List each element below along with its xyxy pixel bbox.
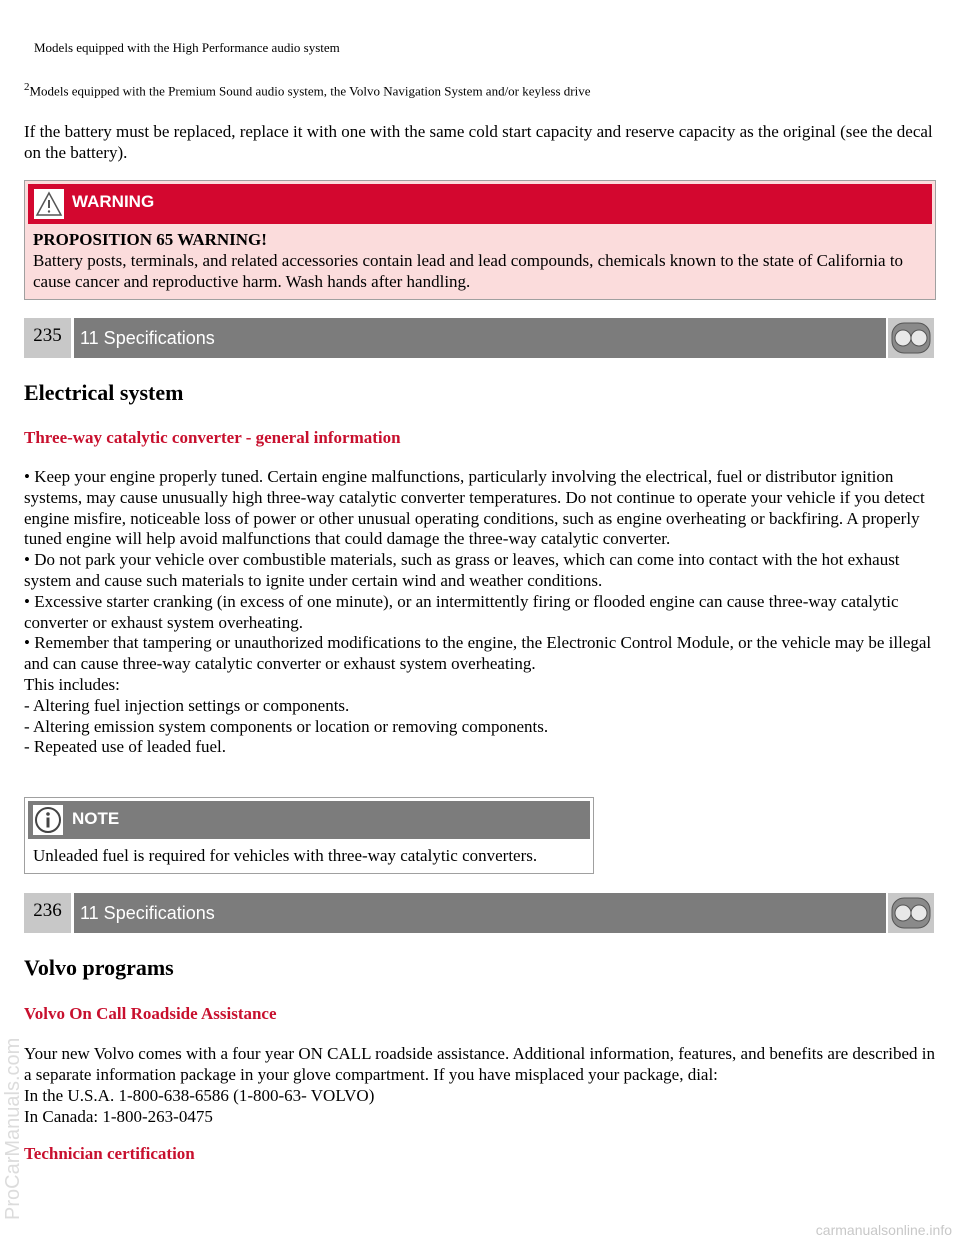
- spec-header-bar-236: [24, 893, 934, 933]
- note-text: Unleaded fuel is required for vehicles with three-way catalytic converters.: [33, 846, 538, 865]
- note-box: [24, 797, 594, 874]
- paragraph-line: In Canada: 1-800-263-0475: [24, 1107, 213, 1126]
- catalytic-converter-list: [24, 467, 936, 758]
- paragraph-line: Your new Volvo comes with a four year ON CALL roadside assistance. Additional information, features, and benefits are described in a separate information package in your glove compartment. If you have misplaced your package, dial:: [24, 1044, 936, 1084]
- footnote-2: [24, 81, 591, 99]
- note-label: NOTE: [72, 809, 120, 828]
- list-item: • Do not park your vehicle over combustible materials, such as grass or leaves, which can come into contact with the hot exhaust system and cause such materials to ignite under certain wind and weather conditions.: [24, 550, 900, 590]
- footnote-1: Models equipped with the High Performance audio system: [34, 40, 340, 55]
- paragraph-line: In the U.S.A. 1-800-638-6586 (1-800-63- VOLVO): [24, 1086, 375, 1105]
- list-item: • Excessive starter cranking (in excess of one minute), or an intermittently firing or flooded engine can cause three-way catalytic converter or exhaust system overheating.: [24, 591, 899, 632]
- warning-title: PROPOSITION 65 WARNING!: [33, 230, 267, 249]
- warning-text: Battery posts, terminals, and related accessories contain lead and lead compounds, chemicals known to the state of California to cause cancer and reproductive harm. Wash hands after handling.: [33, 251, 904, 291]
- warning-header: [28, 184, 932, 224]
- warning-label: WARNING: [72, 192, 155, 211]
- subheading-technician-certification: Technician certification: [24, 1144, 195, 1163]
- chapter-title: 11 Specifications: [74, 893, 886, 933]
- list-item: - Altering emission system components or location or removing components.: [24, 716, 549, 736]
- warning-box: [24, 180, 936, 300]
- subheading-roadside-assistance: Volvo On Call Roadside Assistance: [24, 1004, 277, 1023]
- page-number: 235: [24, 318, 71, 358]
- spec-header-bar-235: [24, 318, 934, 358]
- section-heading-electrical: Electrical system: [24, 380, 184, 405]
- warning-triangle-icon: [34, 189, 64, 219]
- list-item: • Keep your engine properly tuned. Certain engine malfunctions, particularly involving the electrical, fuel or distributor ignition systems, may cause unusually high three-way catalytic converter temperatures. Do not continue to operate your vehicle if you detect engine misfire, noticeable loss of power or other unusual operating conditions, such as engine overheating or backfiring. A properly tuned engine will help avoid malfunctions that could damage the three-way catalytic converter.: [24, 467, 925, 549]
- footnote-2-marker: 2: [24, 81, 30, 93]
- footer-watermark: carmanualsonline.info: [815, 1222, 952, 1238]
- list-item: - Altering fuel injection settings or components.: [24, 695, 350, 715]
- subheading-catalytic-converter: Three-way catalytic converter - general information: [24, 428, 401, 447]
- section-heading-volvo-programs: Volvo programs: [24, 955, 174, 980]
- chapter-title: 11 Specifications: [74, 318, 886, 358]
- dashboard-gauge-icon: [888, 318, 934, 358]
- roadside-assistance-text: [24, 1043, 936, 1127]
- note-header: [28, 801, 590, 839]
- includes-intro: This includes:: [24, 674, 120, 694]
- page-number: 236: [24, 893, 71, 933]
- list-item: • Remember that tampering or unauthorized modifications to the engine, the Electronic Control Module, or the vehicle may be illegal and can cause three-way catalytic converter or exhaust system overheating.: [24, 633, 932, 674]
- dashboard-gauge-icon: [888, 893, 934, 933]
- battery-paragraph: If the battery must be replaced, replace it with one with the same cold start capacity and reserve capacity as the original (see the decal on the battery).: [24, 122, 933, 162]
- list-item: - Repeated use of leaded fuel.: [24, 737, 227, 757]
- info-icon: [33, 805, 63, 835]
- warning-body: [33, 229, 923, 292]
- side-watermark: ProCarManuals.com: [2, 1037, 24, 1220]
- footnote-2-text: Models equipped with the Premium Sound audio system, the Volvo Navigation System and/or keyless drive: [29, 83, 591, 99]
